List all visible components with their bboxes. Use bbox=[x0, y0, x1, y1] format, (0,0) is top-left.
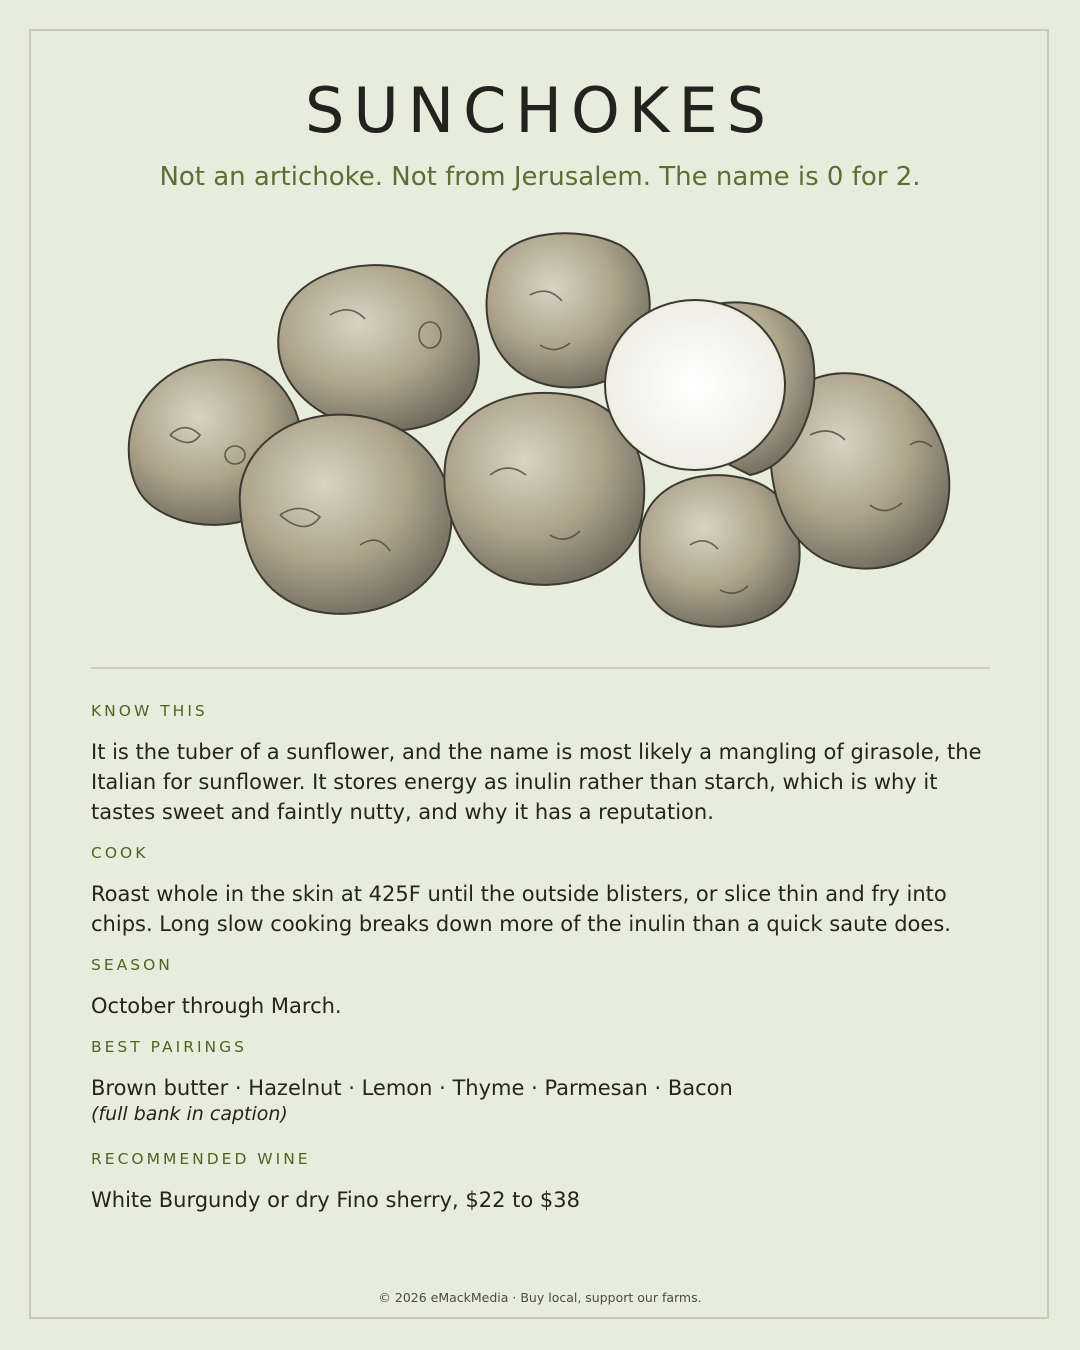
tuber-front-left bbox=[240, 415, 452, 614]
wine-label: RECOMMENDED WINE bbox=[91, 1150, 311, 1168]
wine-section bbox=[91, 1152, 996, 1215]
season-label: SEASON bbox=[91, 956, 173, 974]
pairings-section bbox=[91, 1040, 996, 1125]
know-this-section bbox=[91, 704, 996, 827]
page-title: SUNCHOKES bbox=[304, 74, 775, 147]
wine-text: White Burgundy or dry Fino sherry, $22 to $38 bbox=[91, 1187, 580, 1212]
footer-credit: © 2026 eMackMedia · Buy local, support our farms. bbox=[378, 1290, 702, 1305]
cook-text: Roast whole in the skin at 425F until the outside blisters, or slice thin and fry into chips. Long slow cooking breaks down more of the inulin than a quick saute does. bbox=[91, 881, 951, 936]
page-subtitle: Not an artichoke. Not from Jerusalem. The name is 0 for 2. bbox=[159, 162, 921, 192]
sunchoke-tubers-illustration bbox=[110, 215, 970, 640]
know-this-text: It is the tuber of a sunflower, and the name is most likely a mangling of girasole, the Italian for sunflower. It stores energy as inulin rather than starch, which is why it tastes sweet and faintly nutty, and why it has a reputation. bbox=[91, 739, 982, 824]
pairings-text: Brown butter · Hazelnut · Lemon · Thyme · Parmesan · Bacon bbox=[91, 1075, 733, 1100]
section-divider bbox=[91, 667, 990, 669]
cook-section bbox=[91, 846, 996, 939]
cook-label: COOK bbox=[91, 844, 149, 862]
season-text: October through March. bbox=[91, 993, 342, 1018]
season-section bbox=[91, 958, 996, 1021]
tuber-cut-face bbox=[605, 300, 785, 470]
pairings-label: BEST PAIRINGS bbox=[91, 1038, 247, 1056]
know-this-label: KNOW THIS bbox=[91, 702, 208, 720]
tuber-front-right bbox=[640, 475, 800, 627]
tuber-top-left bbox=[278, 265, 479, 431]
pairings-note: (full bank in caption) bbox=[91, 1102, 288, 1125]
